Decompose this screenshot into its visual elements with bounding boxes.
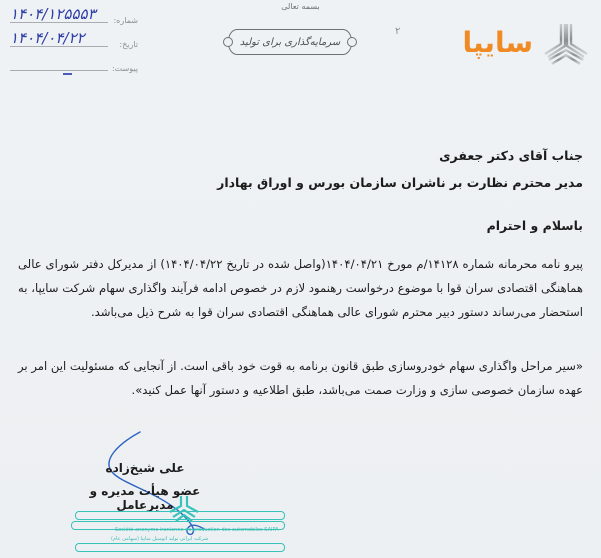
greeting: باسلام و احترام [486,218,583,233]
company-stamp [75,505,285,558]
meta-date-row [8,28,138,52]
meta-attachment-label: پیوست: [111,64,138,73]
addressee-title: مدیر محترم نظارت بر ناشران سازمان بورس و اوراق بهادار [217,175,583,190]
company-logo [462,20,591,66]
signatory-name: علی شیخ‌زاده [105,461,185,475]
company-logo-text: سایپا [462,26,533,59]
bismillah-heading: بسمه تعالی [281,2,320,11]
meta-date-value: ۱۴۰۴/۰۴/۲۲ [10,29,85,47]
meta-number-value: ۱۴۰۴/۱۲۵۵۵۳ [10,5,96,23]
margin-mark: ۲ [395,26,401,37]
slogan-text: سرمایه‌گذاری برای تولید [239,36,341,48]
stamp-band-1 [75,511,285,520]
addressee-name: جناب آقای دکتر جعفری [439,148,583,163]
body-paragraph-2: «سیر مراحل واگذاری سهام خودروسازی طبق قانون برنامه به قوت خود باقی است. از آنجایی که مسئولیت این امر بر عهده سازمان خصوصی سازی و وزارت صمت می‌باشد، طبق اطلاعیه و دستور آنها عمل کنید». [18,359,583,397]
letter-meta [8,4,138,76]
stamp-text-persian: شرکت ایرانی تولید اتومبیل سایپا (سهامی عام) [111,536,209,542]
stamp-text-french: Société anonyme iranienne de production des automobiles SAIPA [115,527,279,533]
signatory-title: عضو هیأت مدیره و مدیرعامل [89,484,201,512]
meta-attachment-line [10,70,108,71]
meta-attachment-row [8,52,138,76]
slogan-badge [228,29,352,55]
stamp-band-3 [75,543,285,552]
meta-date-label: تاریخ: [119,40,138,49]
meta-number-label: شماره: [113,16,138,25]
saipa-logo-icon [541,20,591,66]
body-paragraph-1: پیرو نامه محرمانه شماره ۱۴۱۲۸/م مورخ ۱۴۰۴/۰۴/۲۱(واصل شده در تاریخ ۱۴۰۴/۰۴/۲۲) از مدیرکل دفتر شورای عالی هماهنگی اقتصادی سران قوا با موضوع درخواست رهنمود لازم در خصوص ادامه فرآیند واگذاری سهام شرکت سایپا، به استحضار می‌رساند دستور دبیر محترم شورای عالی هماهنگی اقتصادی سران قوا به شرح ذیل می‌باشد. [18,257,583,319]
meta-attachment-dash [63,73,72,75]
